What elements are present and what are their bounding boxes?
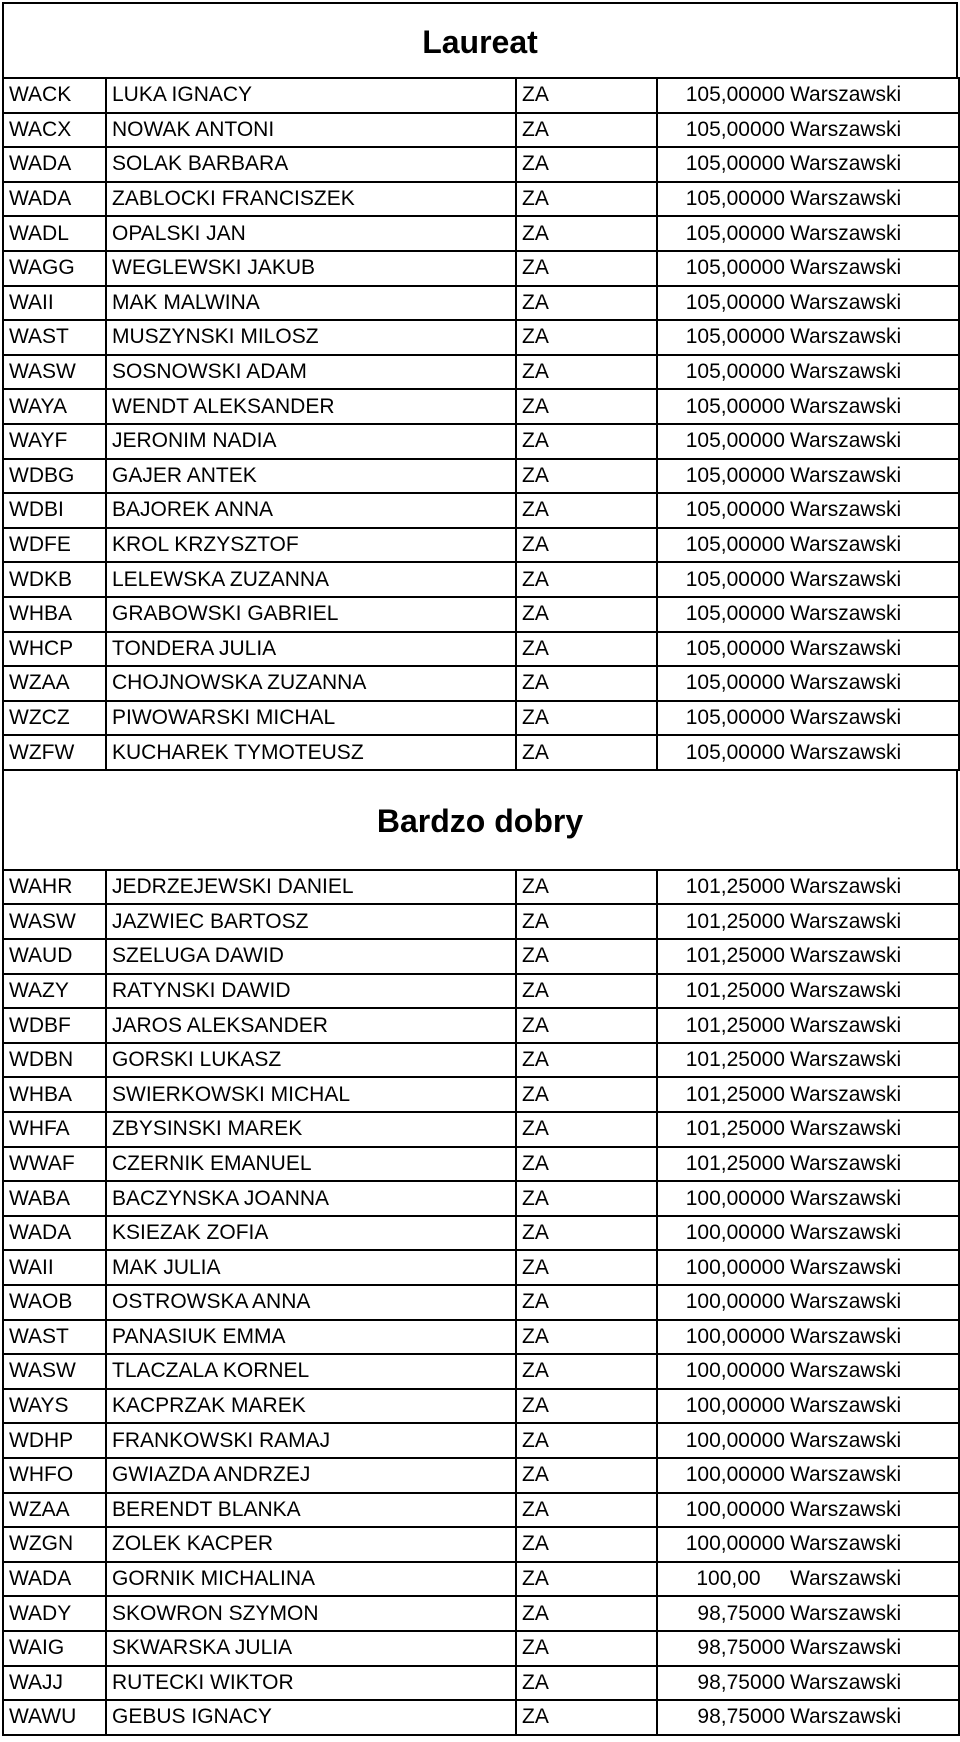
district-cell: Warszawski (787, 1285, 959, 1320)
status-cell: ZA (516, 493, 657, 528)
district-cell: Warszawski (787, 1008, 959, 1043)
table-row (3, 286, 959, 321)
table-row (3, 1458, 959, 1493)
status-cell: ZA (516, 1285, 657, 1320)
district-cell: Warszawski (787, 216, 959, 251)
status-cell: ZA (516, 904, 657, 939)
bardzo-dobry-table (2, 869, 960, 1736)
status-cell: ZA (516, 147, 657, 182)
district-cell: Warszawski (787, 562, 959, 597)
table-row (3, 632, 959, 667)
student-name-cell: OPALSKI JAN (106, 216, 516, 251)
student-name-cell: RUTECKI WIKTOR (106, 1666, 516, 1701)
student-name-cell: WEGLEWSKI JAKUB (106, 251, 516, 286)
status-cell: ZA (516, 597, 657, 632)
table-row (3, 904, 959, 939)
status-cell: ZA (516, 1631, 657, 1666)
district-cell: Warszawski (787, 528, 959, 563)
student-name-cell: GRABOWSKI GABRIEL (106, 597, 516, 632)
section-title-laureat: Laureat (2, 2, 958, 77)
district-cell: Warszawski (787, 493, 959, 528)
student-name-cell: MAK MALWINA (106, 286, 516, 321)
score-cell: 101,25000 (657, 939, 787, 974)
school-code-cell: WAII (3, 1250, 106, 1285)
district-cell: Warszawski (787, 1250, 959, 1285)
status-cell: ZA (516, 216, 657, 251)
school-code-cell: WAYA (3, 389, 106, 424)
school-code-cell: WZFW (3, 735, 106, 770)
status-cell: ZA (516, 1216, 657, 1251)
district-cell: Warszawski (787, 113, 959, 148)
status-cell: ZA (516, 666, 657, 701)
table-row (3, 355, 959, 390)
table-row (3, 251, 959, 286)
table-row (3, 389, 959, 424)
district-cell: Warszawski (787, 1354, 959, 1389)
school-code-cell: WZAA (3, 1493, 106, 1528)
school-code-cell: WDBI (3, 493, 106, 528)
district-cell: Warszawski (787, 1527, 959, 1562)
score-cell: 100,00000 (657, 1423, 787, 1458)
student-name-cell: MAK JULIA (106, 1250, 516, 1285)
school-code-cell: WAIG (3, 1631, 106, 1666)
district-cell: Warszawski (787, 1493, 959, 1528)
table-row (3, 1077, 959, 1112)
school-code-cell: WAYS (3, 1389, 106, 1424)
school-code-cell: WADA (3, 147, 106, 182)
district-cell: Warszawski (787, 870, 959, 905)
table-row (3, 1423, 959, 1458)
table-row (3, 1493, 959, 1528)
student-name-cell: KROL KRZYSZTOF (106, 528, 516, 563)
status-cell: ZA (516, 1527, 657, 1562)
score-cell: 98,75000 (657, 1700, 787, 1735)
table-row (3, 562, 959, 597)
table-row (3, 870, 959, 905)
table-row (3, 1666, 959, 1701)
status-cell: ZA (516, 735, 657, 770)
status-cell: ZA (516, 1458, 657, 1493)
school-code-cell: WZCZ (3, 701, 106, 736)
district-cell: Warszawski (787, 320, 959, 355)
district-cell: Warszawski (787, 735, 959, 770)
table-row (3, 147, 959, 182)
school-code-cell: WDHP (3, 1423, 106, 1458)
student-name-cell: GAJER ANTEK (106, 459, 516, 494)
score-cell: 105,00000 (657, 632, 787, 667)
table-row (3, 1320, 959, 1355)
school-code-cell: WDKB (3, 562, 106, 597)
score-cell: 100,00000 (657, 1285, 787, 1320)
table-row (3, 424, 959, 459)
score-cell: 100,00000 (657, 1493, 787, 1528)
status-cell: ZA (516, 286, 657, 321)
table-row (3, 1354, 959, 1389)
district-cell: Warszawski (787, 1216, 959, 1251)
school-code-cell: WHFO (3, 1458, 106, 1493)
school-code-cell: WHBA (3, 597, 106, 632)
student-name-cell: SKWARSKA JULIA (106, 1631, 516, 1666)
school-code-cell: WASW (3, 1354, 106, 1389)
district-cell: Warszawski (787, 939, 959, 974)
school-code-cell: WAUD (3, 939, 106, 974)
school-code-cell: WDBG (3, 459, 106, 494)
status-cell: ZA (516, 1666, 657, 1701)
status-cell: ZA (516, 632, 657, 667)
score-cell: 100,00000 (657, 1354, 787, 1389)
table-row (3, 78, 959, 113)
score-cell: 105,00000 (657, 78, 787, 113)
status-cell: ZA (516, 701, 657, 736)
district-cell: Warszawski (787, 355, 959, 390)
status-cell: ZA (516, 1596, 657, 1631)
score-cell: 105,00000 (657, 562, 787, 597)
table-row (3, 1043, 959, 1078)
table-row (3, 528, 959, 563)
score-cell: 105,00000 (657, 459, 787, 494)
district-cell: Warszawski (787, 1181, 959, 1216)
student-name-cell: SWIERKOWSKI MICHAL (106, 1077, 516, 1112)
table-row (3, 1285, 959, 1320)
status-cell: ZA (516, 1493, 657, 1528)
score-cell: 105,00000 (657, 320, 787, 355)
student-name-cell: ZBYSINSKI MAREK (106, 1112, 516, 1147)
school-code-cell: WABA (3, 1181, 106, 1216)
score-cell: 105,00000 (657, 666, 787, 701)
student-name-cell: SZELUGA DAWID (106, 939, 516, 974)
table-row (3, 1112, 959, 1147)
status-cell: ZA (516, 389, 657, 424)
student-name-cell: SKOWRON SZYMON (106, 1596, 516, 1631)
student-name-cell: ZABLOCKI FRANCISZEK (106, 182, 516, 217)
student-name-cell: JAZWIEC BARTOSZ (106, 904, 516, 939)
status-cell: ZA (516, 1008, 657, 1043)
status-cell: ZA (516, 355, 657, 390)
student-name-cell: OSTROWSKA ANNA (106, 1285, 516, 1320)
student-name-cell: WENDT ALEKSANDER (106, 389, 516, 424)
status-cell: ZA (516, 562, 657, 597)
table-row (3, 597, 959, 632)
table-row (3, 320, 959, 355)
school-code-cell: WHCP (3, 632, 106, 667)
school-code-cell: WACK (3, 78, 106, 113)
district-cell: Warszawski (787, 251, 959, 286)
district-cell: Warszawski (787, 904, 959, 939)
school-code-cell: WHFA (3, 1112, 106, 1147)
student-name-cell: GWIAZDA ANDRZEJ (106, 1458, 516, 1493)
table-row (3, 1527, 959, 1562)
student-name-cell: PANASIUK EMMA (106, 1320, 516, 1355)
status-cell: ZA (516, 1562, 657, 1597)
student-name-cell: BAJOREK ANNA (106, 493, 516, 528)
score-cell: 100,00000 (657, 1527, 787, 1562)
table-row (3, 1216, 959, 1251)
status-cell: ZA (516, 1043, 657, 1078)
section-title-bardzo-dobry: Bardzo dobry (2, 771, 958, 869)
district-cell: Warszawski (787, 666, 959, 701)
score-cell: 100,00000 (657, 1181, 787, 1216)
score-cell: 105,00000 (657, 147, 787, 182)
status-cell: ZA (516, 1354, 657, 1389)
district-cell: Warszawski (787, 701, 959, 736)
district-cell: Warszawski (787, 974, 959, 1009)
table-row (3, 1596, 959, 1631)
district-cell: Warszawski (787, 78, 959, 113)
district-cell: Warszawski (787, 389, 959, 424)
score-cell: 105,00000 (657, 424, 787, 459)
status-cell: ZA (516, 1389, 657, 1424)
table-row (3, 1147, 959, 1182)
score-cell: 101,25000 (657, 870, 787, 905)
district-cell: Warszawski (787, 147, 959, 182)
student-name-cell: JEDRZEJEWSKI DANIEL (106, 870, 516, 905)
score-cell: 101,25000 (657, 904, 787, 939)
table-row (3, 493, 959, 528)
student-name-cell: NOWAK ANTONI (106, 113, 516, 148)
score-cell: 100,00000 (657, 1216, 787, 1251)
table-row (3, 1562, 959, 1597)
status-cell: ZA (516, 1250, 657, 1285)
school-code-cell: WHBA (3, 1077, 106, 1112)
district-cell: Warszawski (787, 459, 959, 494)
district-cell: Warszawski (787, 1631, 959, 1666)
school-code-cell: WAWU (3, 1700, 106, 1735)
school-code-cell: WADA (3, 182, 106, 217)
score-cell: 105,00000 (657, 389, 787, 424)
district-cell: Warszawski (787, 632, 959, 667)
district-cell: Warszawski (787, 1147, 959, 1182)
score-cell: 105,00000 (657, 216, 787, 251)
score-cell: 101,25000 (657, 1147, 787, 1182)
status-cell: ZA (516, 251, 657, 286)
student-name-cell: JERONIM NADIA (106, 424, 516, 459)
score-cell: 98,75000 (657, 1596, 787, 1631)
student-name-cell: GEBUS IGNACY (106, 1700, 516, 1735)
student-name-cell: LUKA IGNACY (106, 78, 516, 113)
school-code-cell: WDBF (3, 1008, 106, 1043)
score-cell: 105,00000 (657, 251, 787, 286)
score-cell: 100,00 (657, 1562, 787, 1597)
status-cell: ZA (516, 1181, 657, 1216)
student-name-cell: BACZYNSKA JOANNA (106, 1181, 516, 1216)
status-cell: ZA (516, 424, 657, 459)
score-cell: 105,00000 (657, 528, 787, 563)
score-cell: 100,00000 (657, 1458, 787, 1493)
district-cell: Warszawski (787, 1700, 959, 1735)
school-code-cell: WAOB (3, 1285, 106, 1320)
status-cell: ZA (516, 1320, 657, 1355)
table-row (3, 113, 959, 148)
student-name-cell: GORNIK MICHALINA (106, 1562, 516, 1597)
district-cell: Warszawski (787, 182, 959, 217)
score-cell: 105,00000 (657, 355, 787, 390)
student-name-cell: SOSNOWSKI ADAM (106, 355, 516, 390)
score-cell: 100,00000 (657, 1320, 787, 1355)
district-cell: Warszawski (787, 1043, 959, 1078)
district-cell: Warszawski (787, 1596, 959, 1631)
score-cell: 105,00000 (657, 701, 787, 736)
student-name-cell: SOLAK BARBARA (106, 147, 516, 182)
district-cell: Warszawski (787, 1666, 959, 1701)
score-cell: 105,00000 (657, 597, 787, 632)
score-cell: 105,00000 (657, 113, 787, 148)
school-code-cell: WZAA (3, 666, 106, 701)
student-name-cell: CZERNIK EMANUEL (106, 1147, 516, 1182)
student-name-cell: MUSZYNSKI MILOSZ (106, 320, 516, 355)
status-cell: ZA (516, 1147, 657, 1182)
status-cell: ZA (516, 320, 657, 355)
student-name-cell: PIWOWARSKI MICHAL (106, 701, 516, 736)
district-cell: Warszawski (787, 1458, 959, 1493)
status-cell: ZA (516, 113, 657, 148)
student-name-cell: GORSKI LUKASZ (106, 1043, 516, 1078)
school-code-cell: WZGN (3, 1527, 106, 1562)
school-code-cell: WAYF (3, 424, 106, 459)
score-cell: 105,00000 (657, 735, 787, 770)
table-row (3, 939, 959, 974)
status-cell: ZA (516, 1077, 657, 1112)
score-cell: 105,00000 (657, 493, 787, 528)
table-row (3, 1181, 959, 1216)
student-name-cell: CHOJNOWSKA ZUZANNA (106, 666, 516, 701)
table-row (3, 1389, 959, 1424)
table-row (3, 1250, 959, 1285)
student-name-cell: KUCHAREK TYMOTEUSZ (106, 735, 516, 770)
results-sheet (2, 2, 958, 1736)
district-cell: Warszawski (787, 1562, 959, 1597)
score-cell: 101,25000 (657, 1077, 787, 1112)
district-cell: Warszawski (787, 424, 959, 459)
status-cell: ZA (516, 1112, 657, 1147)
student-name-cell: FRANKOWSKI RAMAJ (106, 1423, 516, 1458)
status-cell: ZA (516, 78, 657, 113)
student-name-cell: KSIEZAK ZOFIA (106, 1216, 516, 1251)
table-row (3, 735, 959, 770)
district-cell: Warszawski (787, 1077, 959, 1112)
score-cell: 100,00000 (657, 1250, 787, 1285)
school-code-cell: WAZY (3, 974, 106, 1009)
status-cell: ZA (516, 1700, 657, 1735)
school-code-cell: WADL (3, 216, 106, 251)
school-code-cell: WAHR (3, 870, 106, 905)
student-name-cell: KACPRZAK MAREK (106, 1389, 516, 1424)
district-cell: Warszawski (787, 286, 959, 321)
table-row (3, 666, 959, 701)
table-row (3, 216, 959, 251)
district-cell: Warszawski (787, 1112, 959, 1147)
table-row (3, 182, 959, 217)
score-cell: 100,00000 (657, 1389, 787, 1424)
student-name-cell: BERENDT BLANKA (106, 1493, 516, 1528)
school-code-cell: WASW (3, 904, 106, 939)
school-code-cell: WDBN (3, 1043, 106, 1078)
school-code-cell: WADA (3, 1562, 106, 1597)
score-cell: 105,00000 (657, 182, 787, 217)
school-code-cell: WAII (3, 286, 106, 321)
table-row (3, 459, 959, 494)
student-name-cell: JAROS ALEKSANDER (106, 1008, 516, 1043)
status-cell: ZA (516, 870, 657, 905)
school-code-cell: WADA (3, 1216, 106, 1251)
school-code-cell: WWAF (3, 1147, 106, 1182)
school-code-cell: WADY (3, 1596, 106, 1631)
school-code-cell: WASW (3, 355, 106, 390)
status-cell: ZA (516, 939, 657, 974)
table-row (3, 1631, 959, 1666)
student-name-cell: ZOLEK KACPER (106, 1527, 516, 1562)
status-cell: ZA (516, 528, 657, 563)
score-cell: 101,25000 (657, 1112, 787, 1147)
table-row (3, 974, 959, 1009)
status-cell: ZA (516, 974, 657, 1009)
district-cell: Warszawski (787, 1423, 959, 1458)
school-code-cell: WACX (3, 113, 106, 148)
score-cell: 101,25000 (657, 1043, 787, 1078)
score-cell: 101,25000 (657, 1008, 787, 1043)
score-cell: 105,00000 (657, 286, 787, 321)
school-code-cell: WAST (3, 320, 106, 355)
school-code-cell: WAST (3, 1320, 106, 1355)
table-row (3, 701, 959, 736)
student-name-cell: TONDERA JULIA (106, 632, 516, 667)
district-cell: Warszawski (787, 1320, 959, 1355)
status-cell: ZA (516, 1423, 657, 1458)
student-name-cell: LELEWSKA ZUZANNA (106, 562, 516, 597)
district-cell: Warszawski (787, 597, 959, 632)
student-name-cell: RATYNSKI DAWID (106, 974, 516, 1009)
district-cell: Warszawski (787, 1389, 959, 1424)
table-row (3, 1008, 959, 1043)
school-code-cell: WAJJ (3, 1666, 106, 1701)
status-cell: ZA (516, 459, 657, 494)
table-row (3, 1700, 959, 1735)
status-cell: ZA (516, 182, 657, 217)
laureat-table (2, 77, 960, 771)
student-name-cell: TLACZALA KORNEL (106, 1354, 516, 1389)
score-cell: 98,75000 (657, 1631, 787, 1666)
score-cell: 98,75000 (657, 1666, 787, 1701)
school-code-cell: WDFE (3, 528, 106, 563)
score-cell: 101,25000 (657, 974, 787, 1009)
school-code-cell: WAGG (3, 251, 106, 286)
